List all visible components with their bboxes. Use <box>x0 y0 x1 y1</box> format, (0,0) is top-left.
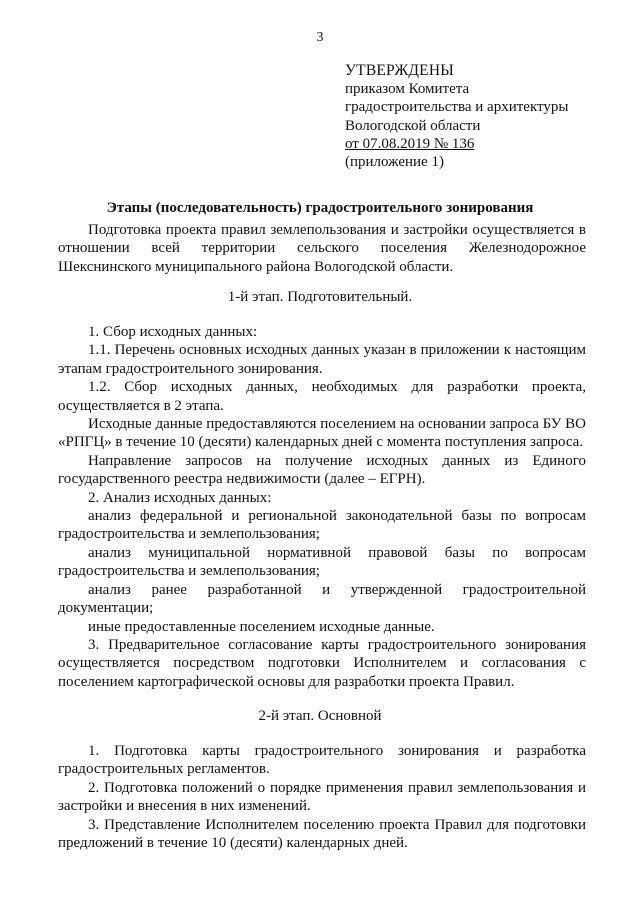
approval-stamp <box>345 62 568 171</box>
stage-1-paragraph: 1.1. Перечень основных исходных данных указан в приложении к настоящим этапам градостроительного зонирования. <box>58 342 586 377</box>
stage-1-paragraph: анализ федеральной и региональной законодательной базы по вопросам градостроительства и землепользования; <box>58 508 586 543</box>
stage-2-heading: 2-й этап. Основной <box>258 708 382 724</box>
stage-1-paragraph: 1. Сбор исходных данных: <box>88 324 258 340</box>
stage-1-body <box>58 323 586 691</box>
stage-1-paragraph: иные предоставленные поселением исходные данные. <box>88 618 435 635</box>
approval-line-3: Вологодской области <box>345 117 481 134</box>
stage-1-paragraph: Исходные данные предоставляются поселением на основании запроса БУ ВО «РПГЦ» в течение 10 (десяти) календарных дней с момента поступления запроса. <box>58 416 586 451</box>
stage-1-paragraph: 3. Предварительное согласование карты градостроительного зонирования осуществляется посредством подготовки Исполнителем и согласования с поселением картографической основы для разработки проекта Правил. <box>58 636 586 690</box>
approval-date-number: от 07.08.2019 № 136 <box>345 135 475 152</box>
stage-2-paragraph: 3. Представление Исполнителем поселению проекта Правил для подготовки предложений в течение 10 (десяти) календарных дней. <box>58 816 586 852</box>
stage-1-paragraph: анализ муниципальной нормативной правовой базы по вопросам градостроительства и землепользования; <box>58 544 586 580</box>
stage-1-paragraph: анализ ранее разработанной и утвержденной градостроительной документации; <box>58 581 586 617</box>
stage-1-heading: 1-й этап. Подготовительный. <box>227 289 413 305</box>
page-number: 3 <box>316 30 324 45</box>
stage-1-paragraph: 2. Анализ исходных данных: <box>88 489 272 506</box>
approval-line-2: градостроительства и архитектуры <box>345 99 569 116</box>
approval-line-1: приказом Комитета <box>345 81 470 98</box>
approval-appendix: (приложение 1) <box>345 154 444 171</box>
stage-1-paragraph: 1.2. Сбор исходных данных, необходимых для разработки проекта, осуществляется в 2 этапа. <box>58 379 586 414</box>
stage-1-paragraph: Направление запросов на получение исходных данных из Единого государственного реестра недвижимости (далее – ЕГРН). <box>58 452 586 488</box>
stage-2-body <box>58 742 586 852</box>
stage-2-paragraph: 2. Подготовка положений о порядке применения правил землепользования и застройки и внесения в них изменений. <box>58 779 586 815</box>
stage-2-paragraph: 1. Подготовка карты градостроительного зонирования и разработка градостроительных регламентов. <box>58 743 586 778</box>
approval-title: УТВЕРЖДЕНЫ <box>345 62 454 79</box>
intro-paragraph-block <box>58 221 586 276</box>
document-title: Этапы (последовательность) градостроительного зонирования <box>106 200 534 216</box>
intro-paragraph: Подготовка проекта правил землепользования и застройки осуществляется в отношении всей территории сельского поселения Железнодорожное Шекснинского муниципального района Вологодской области. <box>58 222 586 275</box>
